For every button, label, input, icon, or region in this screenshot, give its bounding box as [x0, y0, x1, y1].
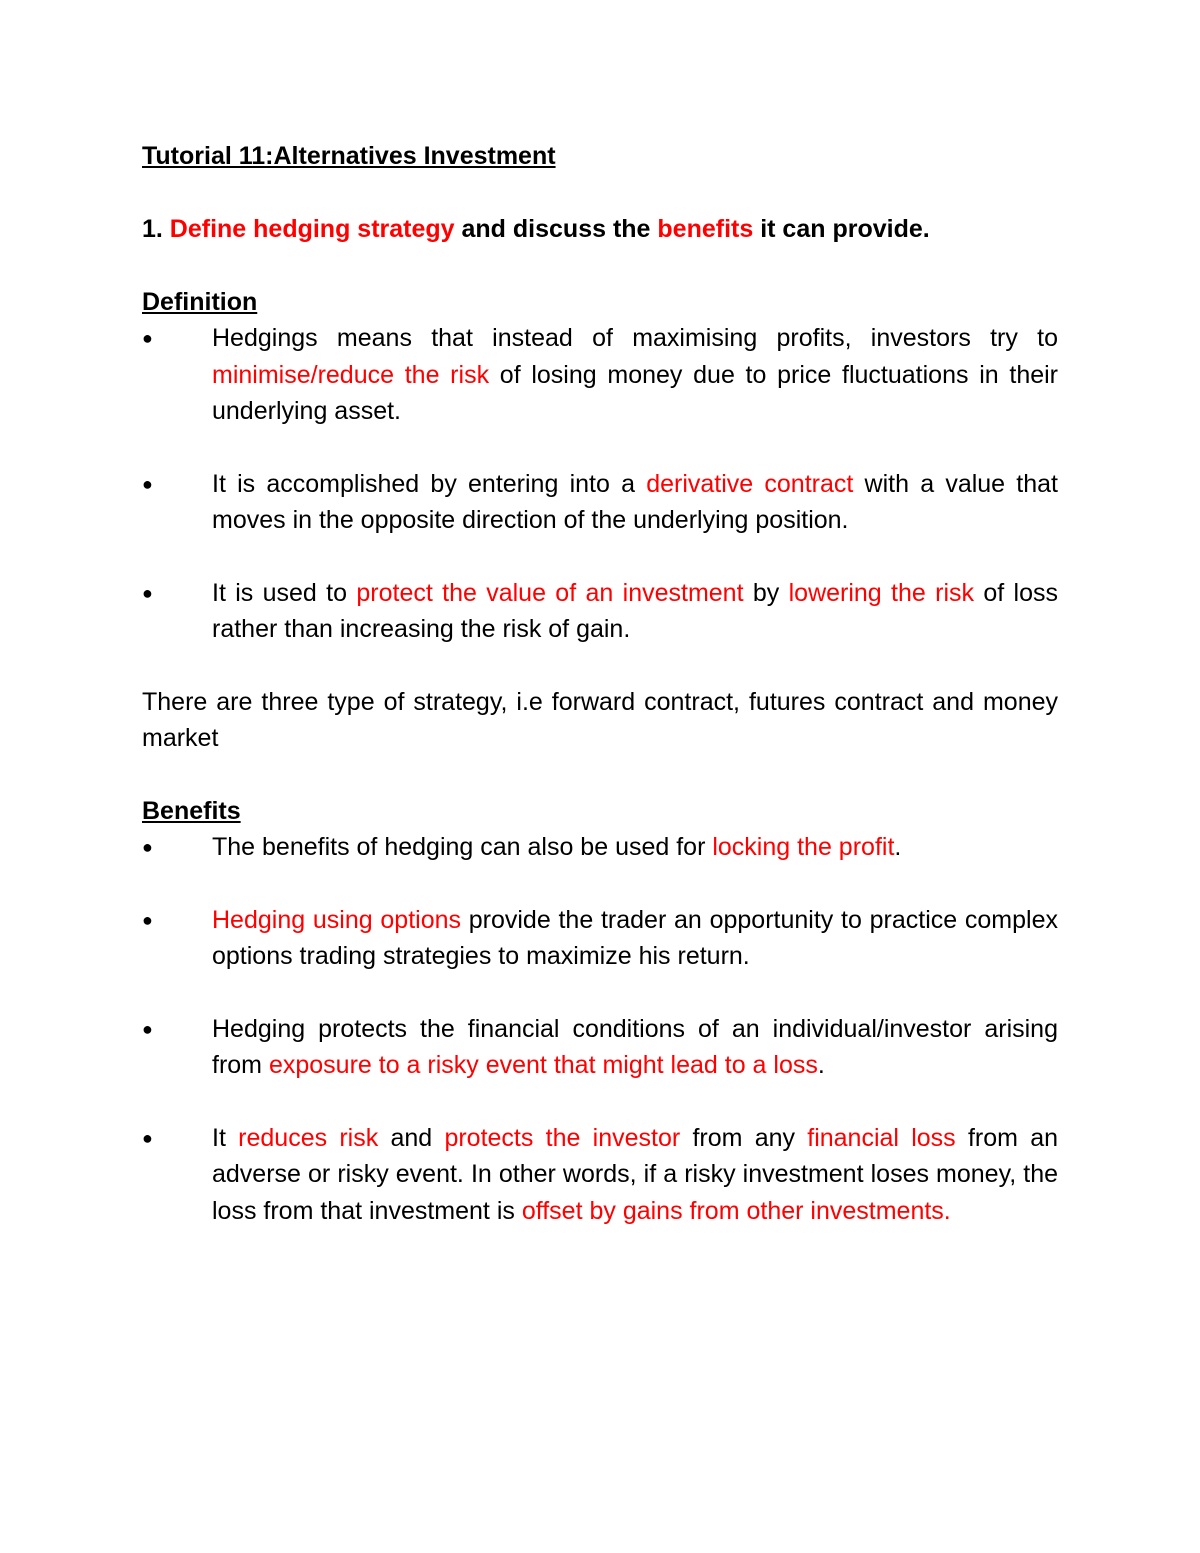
bullet-icon: ● — [142, 473, 153, 494]
text-run: Hedging protects the financial conditions of an individual/investor arising from — [212, 1014, 1058, 1079]
highlighted-text: reduces risk — [238, 1123, 379, 1152]
text-run: It — [212, 1123, 239, 1152]
highlighted-text: exposure to a risky event that might lead to a loss — [268, 1051, 818, 1079]
document-page — [142, 138, 1058, 1229]
text-run: and — [378, 1123, 445, 1152]
bullet-icon: ● — [142, 1018, 153, 1039]
bullet-icon: ● — [142, 909, 153, 930]
text-run: from any — [680, 1123, 808, 1152]
text-run: from an adverse or risky event. In other words, if a risky investment loses money, the loss from that investment is — [212, 1123, 1058, 1225]
highlighted-text: offset by gains from other investments. — [521, 1196, 951, 1225]
text-run: and discuss the — [454, 215, 658, 243]
highlighted-text: derivative contract — [646, 469, 854, 498]
highlighted-text: protects the investor — [444, 1123, 681, 1152]
definition-list — [142, 320, 1058, 648]
highlighted-text: Define hedging strategy — [169, 215, 455, 243]
definition-heading: Definition — [142, 287, 258, 316]
highlighted-text: Hedging using options — [212, 905, 461, 934]
bullet-icon: ● — [142, 582, 153, 603]
text-run: 1. — [142, 215, 170, 243]
bullet-item — [142, 466, 1058, 539]
text-run: provide the trader an opportunity to practice complex options trading strategies to maximize his return. — [212, 905, 1058, 970]
benefits-heading: Benefits — [142, 796, 241, 825]
text-run: . — [817, 1051, 825, 1079]
document-title: Tutorial 11:Alternatives Investment — [142, 142, 556, 170]
bullet-icon: ● — [142, 1127, 153, 1148]
text-run: of loss rather than increasing the risk of gain. — [212, 578, 1058, 643]
text-run: It is accomplished by entering into a — [212, 469, 647, 498]
highlighted-text: benefits — [657, 215, 754, 243]
text-run: of losing money due to price fluctuations in their underlying asset. — [212, 360, 1059, 425]
text-run: It is used to — [212, 578, 357, 607]
text-run: Hedgings means that instead of maximising profits, investors try to — [212, 324, 1058, 352]
text-run: . — [894, 833, 902, 861]
bullet-item — [142, 902, 1058, 975]
benefits-list — [142, 829, 1058, 1229]
highlighted-text: minimise/reduce the risk — [212, 360, 490, 389]
text-run: it can provide. — [753, 215, 930, 243]
bullet-item — [142, 575, 1058, 648]
bullet-icon: ● — [142, 328, 153, 348]
text-run: The benefits of hedging can also be used for — [212, 833, 713, 861]
highlighted-text: lowering the risk — [788, 578, 975, 607]
bullet-item — [142, 829, 1058, 866]
bullet-icon: ● — [142, 837, 153, 857]
bullet-item — [142, 320, 1058, 430]
bullet-item — [142, 1011, 1058, 1084]
highlighted-text: locking the profit — [712, 833, 895, 861]
question-text — [142, 211, 1058, 248]
bullet-item — [142, 1120, 1058, 1230]
highlighted-text: protect the value of an investment — [356, 578, 744, 607]
text-run: by — [743, 578, 789, 607]
types-paragraph: There are three type of strategy, i.e forward contract, futures contract and money market — [142, 687, 1058, 752]
text-run: with a value that moves in the opposite direction of the underlying position. — [212, 469, 1058, 534]
highlighted-text: financial loss — [807, 1123, 956, 1152]
